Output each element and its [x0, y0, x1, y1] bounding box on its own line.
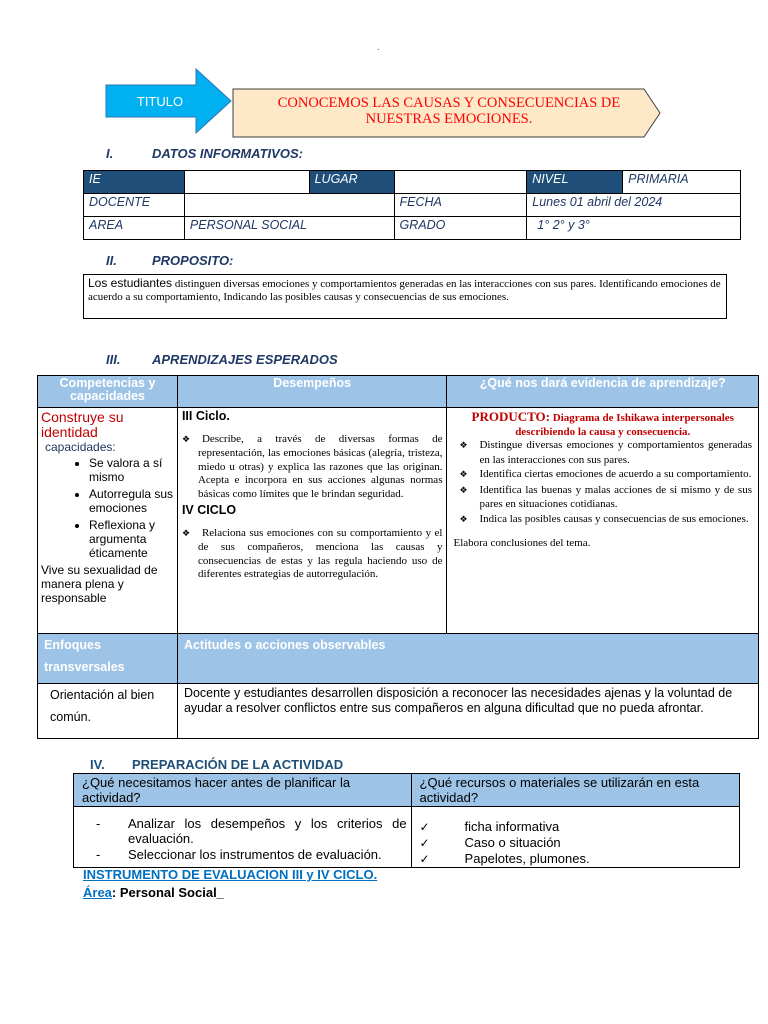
capacidades-label: capacidades:: [45, 440, 116, 454]
grado-label: GRADO: [394, 217, 527, 240]
table-row: [74, 807, 740, 868]
item-text: Caso o situación: [464, 835, 561, 850]
area-label: Área: [83, 885, 112, 900]
antes-cell: [74, 807, 412, 868]
grado-value: 1° 2° y 3°: [527, 217, 741, 240]
evidencia-text: Identifica ciertas emociones de acuerdo a su comportamiento.: [479, 468, 752, 480]
dash-bullet-icon: -: [96, 816, 101, 831]
item-text: ficha informativa: [464, 819, 560, 834]
area-value: PERSONAL SOCIAL: [184, 217, 394, 240]
lugar-value: [394, 171, 527, 194]
page-title-line-1: CONOCEMOS LAS CAUSAS Y CONSECUENCIAS DE: [277, 95, 621, 111]
evidencia-cell: [447, 408, 759, 634]
section-title: DATOS INFORMATIVOS:: [152, 146, 303, 161]
desempenos-cell: [177, 408, 447, 634]
diamond-bullet-icon: ❖: [459, 485, 468, 496]
check-icon: ✓: [419, 836, 430, 850]
page-title: [240, 95, 658, 127]
stray-dot: .: [377, 42, 380, 52]
evidencia-text: Indica las posibles causas y consecuencias de sus emociones.: [479, 512, 749, 525]
item-text: Seleccionar los instrumentos de evaluación.: [128, 847, 382, 862]
area-line: [83, 885, 224, 900]
recursos-cell: [411, 807, 739, 868]
docente-value: [184, 194, 394, 217]
check-icon: ✓: [419, 852, 430, 866]
enfoque-value: Orientación al bien común.: [38, 684, 178, 739]
header-antes: ¿Qué necesitamos hacer antes de planificar la actividad?: [74, 774, 412, 807]
diamond-bullet-icon: ❖: [181, 434, 191, 445]
antes-list: [74, 817, 411, 863]
producto-text: Diagrama de Ishikawa interpersonales describiendo la causa y consecuencia.: [515, 412, 734, 438]
header-recursos: ¿Qué recursos o materiales se utilizarán en esta actividad?: [411, 774, 739, 807]
list-item: [420, 819, 739, 835]
aprendizajes-table: [37, 375, 759, 739]
table-row: [84, 171, 741, 194]
producto: [453, 410, 752, 439]
list-item: [96, 848, 407, 863]
desempeno-text: Relaciona sus emociones con su comportamiento y el de sus compañeros, menciona las causas y consecuencias de estas y las regula haciendo uso de diferentes estrategias de autorregulación.: [197, 526, 443, 580]
list-item: [453, 513, 752, 528]
evidencia-conclusion: Elabora conclusiones del tema.: [453, 537, 591, 549]
proposito-box: [83, 274, 727, 319]
diamond-bullet-icon: ❖: [459, 441, 468, 451]
section-datos-heading: [106, 146, 303, 161]
diamond-bullet-icon: ❖: [459, 514, 468, 525]
lugar-label: LUGAR: [309, 171, 394, 194]
title-label: TITULO: [136, 94, 184, 109]
header-evidencia: ¿Qué nos dará evidencia de aprendizaje?: [447, 376, 759, 408]
check-icon: ✓: [419, 820, 430, 834]
evidencia-text: Distingue diversas emociones y comportamientos generadas en las interacciones con sus pares.: [479, 439, 752, 466]
table-row: [38, 634, 759, 684]
preparacion-table: [73, 773, 740, 868]
section-aprendizajes-heading: [106, 352, 338, 367]
recursos-list: [412, 819, 739, 867]
fecha-value: Lunes 01 abril del 2024: [527, 194, 741, 217]
list-item: [453, 484, 752, 512]
area-value: : Personal Social_: [111, 885, 224, 900]
docente-label: DOCENTE: [84, 194, 185, 217]
capacidades-list: [41, 456, 174, 560]
ie-label: IE: [84, 171, 185, 194]
list-item: [420, 835, 739, 851]
section-preparacion-heading: [90, 757, 343, 772]
list-item: [182, 527, 443, 582]
table-row: [84, 217, 741, 240]
section-title: PROPOSITO:: [152, 253, 234, 268]
section-number: III.: [106, 352, 121, 367]
table-row: [84, 194, 741, 217]
competencia-extra: Vive su sexualidad de manera plena y responsable: [41, 563, 158, 605]
list-item: • Autorregula sus emociones: [89, 487, 174, 515]
table-row: [74, 774, 740, 807]
list-item: [453, 439, 752, 467]
nivel-label: NIVEL: [527, 171, 623, 194]
nivel-value: PRIMARIA: [623, 171, 741, 194]
item-text: Analizar los desempeños y los criterios de evaluación.: [128, 816, 407, 846]
header-desempenos: Desempeños: [177, 376, 447, 408]
section-number: IV.: [90, 757, 105, 772]
header-competencias: Competencias y capacidades: [38, 376, 178, 408]
proposito-subject: Los estudiantes: [88, 276, 173, 290]
list-item: [453, 468, 752, 483]
instrumento-title: INSTRUMENTO DE EVALUACION III y IV CICLO.: [83, 867, 378, 882]
producto-label: PRODUCTO:: [471, 409, 550, 424]
proposito-text: distinguen diversas emociones y comportamientos generadas en las interacciones con sus pares. Identificando emociones de acuerdo a su comportamiento, Indicando las posibles causas y consecuencias de sus emociones.: [88, 278, 721, 303]
fecha-label: FECHA: [394, 194, 527, 217]
item-text: Papelotes, plumones.: [464, 851, 590, 866]
section-title: APRENDIZAJES ESPERADOS: [152, 352, 338, 367]
diamond-bullet-icon: ❖: [181, 528, 191, 539]
header-actitudes: Actitudes o acciones observables: [177, 634, 758, 684]
list-item: [96, 817, 407, 846]
list-item: [420, 851, 739, 867]
list-item: • Se valora a sí mismo: [89, 456, 174, 484]
section-proposito-heading: [106, 253, 233, 268]
desempeno-text: Describe, a través de diversas formas de representación, las emociones básicas (alegría, tristeza, miedo u otras) y explica las razones que las originan. Acepta e incorpora en sus acciones algunas normas básicas como límites que le brindan seguridad.: [197, 432, 443, 500]
ie-value: [184, 171, 309, 194]
diamond-bullet-icon: ❖: [459, 470, 468, 480]
section-number: II.: [106, 253, 117, 268]
list-item: [182, 433, 443, 502]
table-row: [38, 684, 759, 739]
actitud-value: Docente y estudiantes desarrollen disposición a reconocer las necesidades ajenas y la voluntad de ayudar a resolver conflictos entre sus compañeros en alguna dificultad que no pueda afrontar.: [177, 684, 758, 739]
section-title: PREPARACIÓN DE LA ACTIVIDAD: [132, 757, 344, 772]
competencia-title: Construye su identidad: [41, 409, 124, 440]
area-label: AREA: [84, 217, 185, 240]
ciclo-4-label: IV CICLO: [181, 503, 237, 517]
list-item: • Reflexiona y argumenta éticamente: [89, 518, 174, 560]
datos-table: [83, 170, 741, 240]
table-row: [38, 408, 759, 634]
table-row: [38, 376, 759, 408]
header-enfoques: Enfoques transversales: [38, 634, 178, 684]
page-title-line-2: NUESTRAS EMOCIONES.: [365, 111, 533, 127]
section-number: I.: [106, 146, 114, 161]
ciclo-3-label: III Ciclo.: [181, 409, 230, 423]
dash-bullet-icon: -: [96, 847, 101, 862]
evidencia-text: Identifica las buenas y malas acciones de si mismo y de sus pares en situaciones cotidianas.: [479, 483, 752, 510]
competencias-cell: [38, 408, 178, 634]
